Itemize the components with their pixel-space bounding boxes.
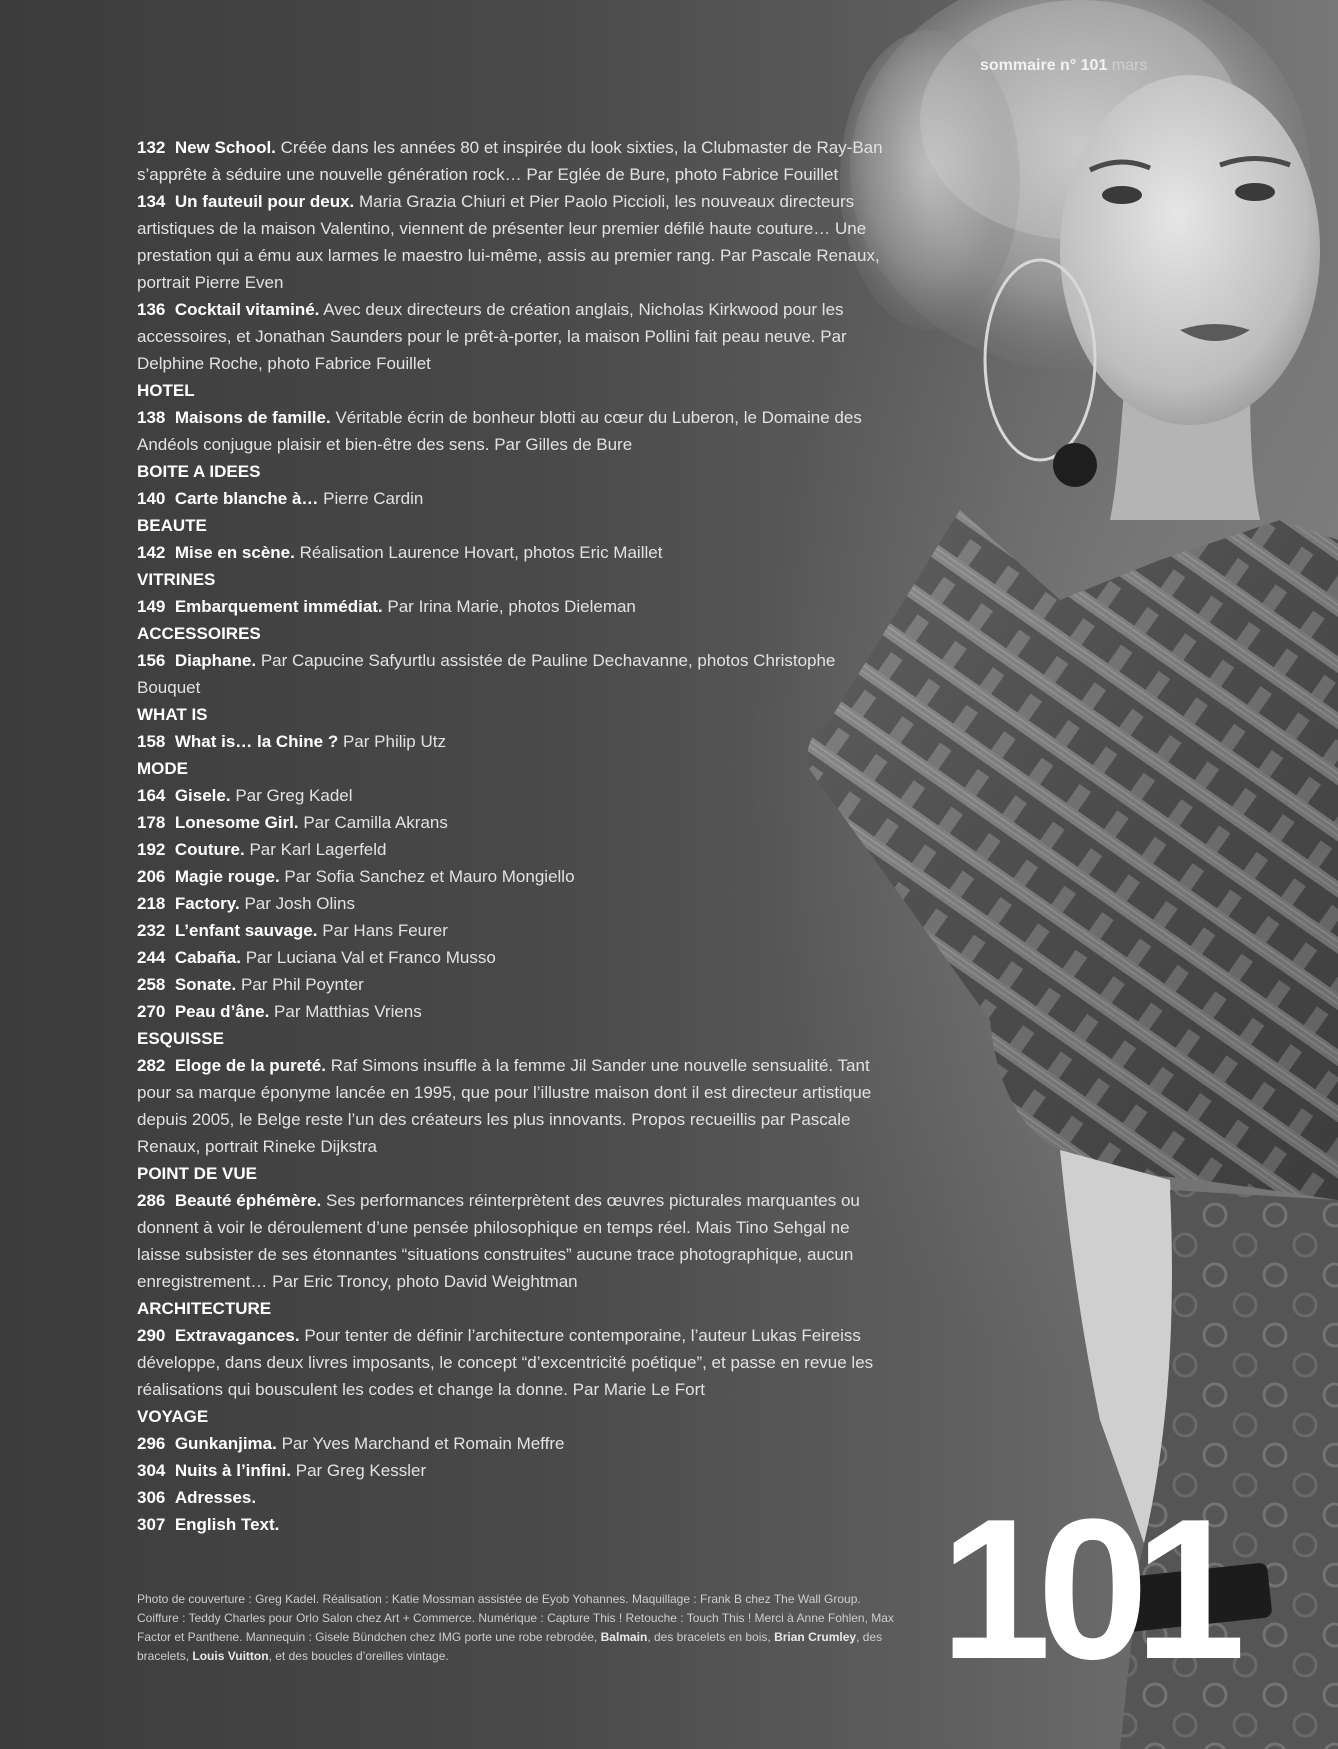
entry-page-number: 138 bbox=[137, 408, 166, 427]
entry-description: Par Karl Lagerfeld bbox=[249, 840, 387, 859]
header-month: mars bbox=[1111, 57, 1148, 74]
entry-description: Ses performances réinterprètent des œuvres picturales marquantes ou donnent à voir le déroulement d’une pensée philosophique en temps réel. Mais Tino Sehgal ne laisse subsister de ses étonnantes “situations construites” aucune trace photographique, aucun enregistrement… Par Eric Troncy, photo David Weightman bbox=[137, 1191, 860, 1291]
entry-page-number: 192 bbox=[137, 840, 166, 859]
entry-description: Véritable écrin de bonheur blotti au cœur du Luberon, le Domaine des Andéols conjugue plaisir et bien-être des sens. Par Gilles de Bure bbox=[137, 408, 862, 454]
entry-title: Diaphane. bbox=[174, 651, 257, 670]
section-heading: BEAUTE bbox=[137, 516, 207, 535]
toc-entry[interactable] bbox=[137, 809, 897, 836]
entry-title: Eloge de la pureté. bbox=[174, 1056, 326, 1075]
toc-entry[interactable] bbox=[137, 1430, 897, 1457]
entry-title: Peau d’âne. bbox=[174, 1002, 270, 1021]
entry-description: Par Phil Poynter bbox=[240, 975, 364, 994]
entry-page-number: 304 bbox=[137, 1461, 166, 1480]
entry-page-number: 158 bbox=[137, 732, 166, 751]
entry-page-number: 286 bbox=[137, 1191, 166, 1210]
header-label: sommaire n° 101 bbox=[980, 57, 1108, 74]
entry-page-number: 164 bbox=[137, 786, 166, 805]
entry-page-number: 156 bbox=[137, 651, 166, 670]
entry-page-number: 290 bbox=[137, 1326, 166, 1345]
entry-title: Magie rouge. bbox=[174, 867, 280, 886]
entry-description: Par Luciana Val et Franco Musso bbox=[245, 948, 496, 967]
table-of-contents bbox=[137, 134, 897, 1538]
entry-page-number: 149 bbox=[137, 597, 166, 616]
entry-description: Par Hans Feurer bbox=[322, 921, 448, 940]
section-heading: MODE bbox=[137, 759, 188, 778]
entry-title: Lonesome Girl. bbox=[174, 813, 299, 832]
toc-entry[interactable] bbox=[137, 998, 897, 1025]
entry-description: Avec deux directeurs de création anglais, Nicholas Kirkwood pour les accessoires, et Jonathan Saunders pour le prêt-à-porter, la maison Pollini fait peau neuve. Par Delphine Roche, photo Fabrice Fouillet bbox=[137, 300, 847, 373]
entry-page-number: 140 bbox=[137, 489, 166, 508]
toc-entry[interactable] bbox=[137, 593, 897, 620]
toc-entry[interactable] bbox=[137, 728, 897, 755]
entry-description: Pierre Cardin bbox=[323, 489, 424, 508]
section-heading: ARCHITECTURE bbox=[137, 1299, 272, 1318]
entry-description: Par Matthias Vriens bbox=[274, 1002, 422, 1021]
section-heading: WHAT IS bbox=[137, 705, 208, 724]
section-heading: HOTEL bbox=[137, 381, 195, 400]
toc-entry[interactable] bbox=[137, 971, 897, 998]
page-header bbox=[980, 57, 1147, 75]
entry-title: Cocktail vitaminé. bbox=[174, 300, 320, 319]
entry-page-number: 307 bbox=[137, 1515, 166, 1534]
entry-title: Cabaña. bbox=[174, 948, 241, 967]
entry-page-number: 136 bbox=[137, 300, 166, 319]
entry-description: Réalisation Laurence Hovart, photos Eric Maillet bbox=[299, 543, 663, 562]
section-heading: POINT DE VUE bbox=[137, 1164, 257, 1183]
entry-description: Par Capucine Safyurtlu assistée de Pauline Dechavanne, photos Christophe Bouquet bbox=[137, 651, 836, 697]
credits-text-3: , des bracelets, bbox=[137, 1630, 883, 1663]
credits-brand-2: Brian Crumley bbox=[774, 1630, 857, 1644]
entry-title: What is… la Chine ? bbox=[174, 732, 339, 751]
toc-entry[interactable] bbox=[137, 188, 897, 296]
section-heading: BOITE A IDEES bbox=[137, 462, 261, 481]
credits-brand-1: Balmain bbox=[600, 1630, 648, 1644]
toc-entry[interactable] bbox=[137, 944, 897, 971]
toc-entry[interactable] bbox=[137, 863, 897, 890]
toc-entry[interactable] bbox=[137, 917, 897, 944]
entry-description: Par Philip Utz bbox=[342, 732, 446, 751]
entry-title: New School. bbox=[174, 138, 276, 157]
entry-description: Par Greg Kessler bbox=[295, 1461, 427, 1480]
toc-entry[interactable] bbox=[137, 1322, 897, 1403]
entry-description: Maria Grazia Chiuri et Pier Paolo Piccioli, les nouveaux directeurs artistiques de la maison Valentino, viennent de présenter leur premier défilé haute couture… Une prestation qui a ému aux larmes le maestro lui-même, assis au premier rang. Par Pascale Renaux, portrait Pierre Even bbox=[137, 192, 880, 292]
entry-title: Un fauteuil pour deux. bbox=[174, 192, 355, 211]
entry-description: Par Greg Kadel bbox=[235, 786, 353, 805]
entry-page-number: 282 bbox=[137, 1056, 166, 1075]
entry-title: Embarquement immédiat. bbox=[174, 597, 383, 616]
toc-entry[interactable] bbox=[137, 485, 897, 512]
credits-text-1: Photo de couverture : Greg Kadel. Réalisation : Katie Mossman assistée de Eyob Yohannes. Maquillage : Frank B chez The Wall Group. Coiffure : Teddy Charles pour Orlo Salon chez Art + Commerce. Numérique : Capture This ! Retouche : Touch This ! Merci à Anne Fohlen, Max Factor et Panthene. Mannequin : Gisele Bündchen chez IMG porte une robe rebrodée, bbox=[137, 1592, 894, 1644]
entry-title: Maisons de famille. bbox=[174, 408, 331, 427]
photo-credits bbox=[137, 1590, 897, 1666]
entry-title: Mise en scène. bbox=[174, 543, 295, 562]
entry-page-number: 218 bbox=[137, 894, 166, 913]
entry-description: Par Irina Marie, photos Dieleman bbox=[387, 597, 636, 616]
toc-entry[interactable] bbox=[137, 1511, 897, 1538]
toc-entry[interactable] bbox=[137, 296, 897, 377]
toc-entry[interactable] bbox=[137, 647, 897, 701]
entry-page-number: 178 bbox=[137, 813, 166, 832]
entry-description: Pour tenter de définir l’architecture contemporaine, l’auteur Lukas Feireiss développe, dans deux livres imposants, le concept “d’excentricité poétique”, et passe en revue les réalisations qui bousculent les codes et change la donne. Par Marie Le Fort bbox=[137, 1326, 874, 1399]
toc-entry[interactable] bbox=[137, 836, 897, 863]
entry-description: Par Yves Marchand et Romain Meffre bbox=[281, 1434, 565, 1453]
toc-entry[interactable] bbox=[137, 782, 897, 809]
entry-title: Carte blanche à… bbox=[174, 489, 319, 508]
section-heading: VOYAGE bbox=[137, 1407, 209, 1426]
entry-page-number: 258 bbox=[137, 975, 166, 994]
credits-text-4: , et des boucles d’oreilles vintage. bbox=[268, 1649, 449, 1663]
credits-brand-3: Louis Vuitton bbox=[192, 1649, 269, 1663]
entry-page-number: 244 bbox=[137, 948, 166, 967]
entry-page-number: 306 bbox=[137, 1488, 166, 1507]
credits-text-2: , des bracelets en bois, bbox=[647, 1630, 771, 1644]
entry-page-number: 232 bbox=[137, 921, 166, 940]
entry-title: Beauté éphémère. bbox=[174, 1191, 322, 1210]
entry-description: Raf Simons insuffle à la femme Jil Sander une nouvelle sensualité. Tant pour sa marque éponyme lancée en 1995, que pour l’illustre maison dont il est directeur artistique depuis 2005, le Belge reste l’un des créateurs les plus innovants. Propos recueillis par Pascale Renaux, portrait Rineke Dijkstra bbox=[137, 1056, 872, 1156]
entry-title: Couture. bbox=[174, 840, 245, 859]
entry-title: Nuits à l’infini. bbox=[174, 1461, 291, 1480]
entry-title: Adresses. bbox=[174, 1488, 257, 1507]
issue-number: 101 bbox=[940, 1478, 1232, 1701]
entry-title: Gisele. bbox=[174, 786, 231, 805]
toc-entry[interactable] bbox=[137, 890, 897, 917]
entry-description: Par Camilla Akrans bbox=[303, 813, 448, 832]
section-heading: VITRINES bbox=[137, 570, 216, 589]
entry-description: Par Sofia Sanchez et Mauro Mongiello bbox=[284, 867, 575, 886]
section-heading: ACCESSOIRES bbox=[137, 624, 261, 643]
toc-entry[interactable] bbox=[137, 539, 897, 566]
entry-page-number: 142 bbox=[137, 543, 166, 562]
entry-description: Créée dans les années 80 et inspirée du look sixties, la Clubmaster de Ray-Ban s’apprête à séduire une nouvelle génération rock… Par Eglée de Bure, photo Fabrice Fouillet bbox=[137, 138, 883, 184]
entry-title: Sonate. bbox=[174, 975, 237, 994]
toc-entry[interactable] bbox=[137, 1052, 897, 1160]
toc-entry[interactable] bbox=[137, 134, 897, 188]
entry-title: Extravagances. bbox=[174, 1326, 300, 1345]
toc-entry[interactable] bbox=[137, 404, 897, 458]
entry-page-number: 296 bbox=[137, 1434, 166, 1453]
toc-entry[interactable] bbox=[137, 1187, 897, 1295]
entry-page-number: 270 bbox=[137, 1002, 166, 1021]
section-heading: ESQUISSE bbox=[137, 1029, 224, 1048]
entry-title: Factory. bbox=[174, 894, 240, 913]
toc-entry[interactable] bbox=[137, 1484, 897, 1511]
entry-description: Par Josh Olins bbox=[244, 894, 355, 913]
entry-title: Gunkanjima. bbox=[174, 1434, 277, 1453]
entry-title: L’enfant sauvage. bbox=[174, 921, 318, 940]
toc-entry[interactable] bbox=[137, 1457, 897, 1484]
entry-page-number: 132 bbox=[137, 138, 166, 157]
entry-title: English Text. bbox=[174, 1515, 280, 1534]
entry-page-number: 134 bbox=[137, 192, 166, 211]
entry-page-number: 206 bbox=[137, 867, 166, 886]
